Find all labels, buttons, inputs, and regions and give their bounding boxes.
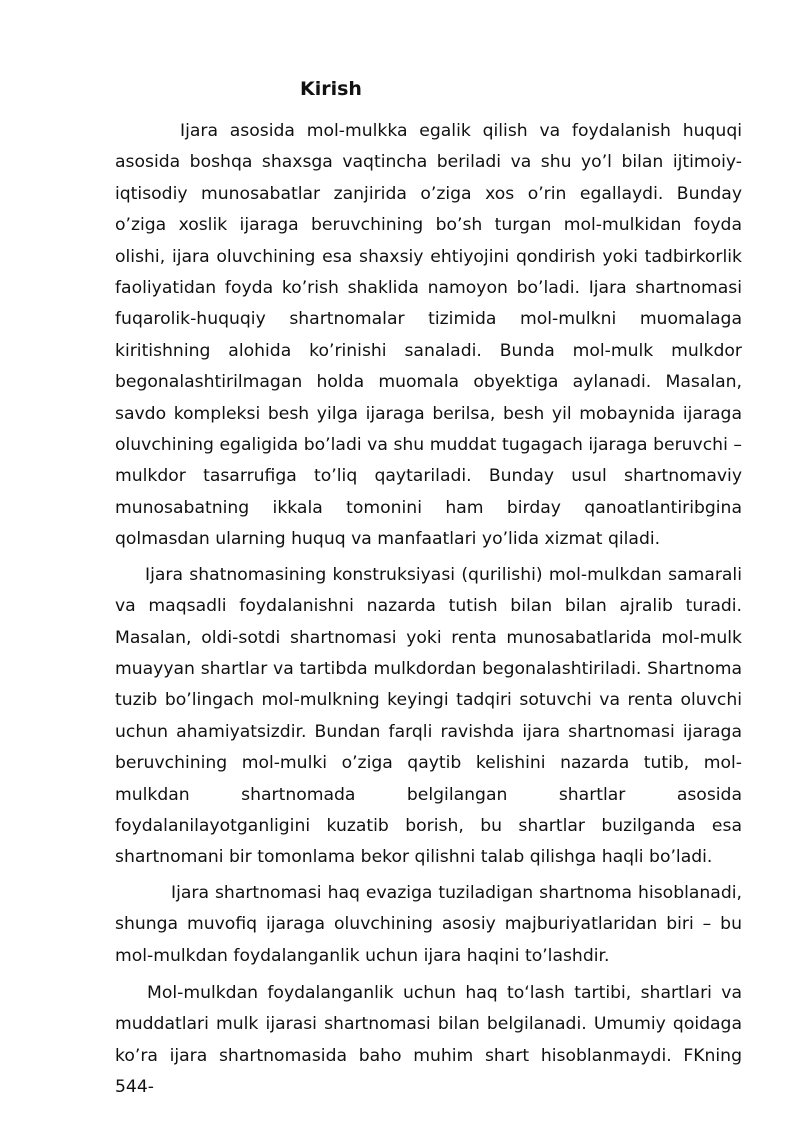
paragraph-4: Mol-mulkdan foydalanganlik uchun haq to‘lash tartibi, shartlari va muddatlari mulk ijarasi shartnomasi bilan belgilanadi. Umumiy qoidaga ko’ra ijara shartnomasida baho muhim shart hisoblanmaydi. FKning 544- [115,982,742,1098]
paragraph-3: Ijara shartnomasi haq evaziga tuziladigan shartnoma hisoblanadi, shunga muvofiq ijaraga oluvchining asosiy majburiyatlaridan biri – bu mol-mulkdan foydalanganlik uchun ijara haqini to’lashdir. [115,882,742,966]
paragraph-1: Ijara asosida mol-mulkka egalik qilish va foydalanish huquqi asosida boshqa shaxsga vaqtincha beriladi va shu yo’l bilan ijtimoiy-iqtisodiy munosabatlar zanjirida o’ziga xos o’rin egallaydi. Bunday o’ziga xoslik ijaraga beruvchining bo’sh turgan mol-mulkidan foyda olishi, ijara oluvchining esa shaxsiy ehtiyojini qondirish yoki tadbirkorlik faoliyatidan foyda ko’rish shaklida namoyon bo’ladi. Ijara shartnomasi fuqarolik-huquqiy shartnomalar tizimida mol-mulkni muomalaga kiritishning alohida ko’rinishi sanaladi. Bunda mol-mulk mulkdor begonalashtirilmagan holda muomala obyektiga aylanadi. Masalan, savdo kompleksi besh yilga ijaraga berilsa, besh yil mobaynida ijaraga oluvchining egaligida bo’ladi va shu muddat tugagach ijaraga beruvchi – mulkdor tasarrufiga to’liq qaytariladi. Bunday usul shartnomaviy munosabatning ikkala tomonini ham birday qanoatlantiribgina qolmasdan ularning huquq va manfaatlari yo’lida xizmat qiladi. [115,121,742,550]
paragraph-2: Ijara shatnomasining konstruksiyasi (qurilishi) mol-mulkdan samarali va maqsadli foydalanishni nazarda tutish bilan bilan ajralib turadi. Masalan, oldi-sotdi shartnomasi yoki renta munosabatlarida mol-mulk muayyan shartlar va tartibda mulkdordan begonalashtiriladi. Shartnoma tuzib bo’lingach mol-mulkning keyingi tadqiri sotuvchi va renta oluvchi uchun ahamiyatsizdir. Bundan farqli ravishda ijara shartnomasi ijaraga beruvchining mol-mulki o’ziga qaytib kelishini nazarda tutib, mol-mulkdan shartnomada belgilangan shartlar asosida foydalanilayotganligini kuzatib borish, bu shartlar buzilganda esa shartnomani bir tomonlama bekor qilishni talab qilishga haqli bo’ladi. [115,564,742,868]
document-body [115,116,742,1104]
page-title: Kirish [300,78,362,100]
